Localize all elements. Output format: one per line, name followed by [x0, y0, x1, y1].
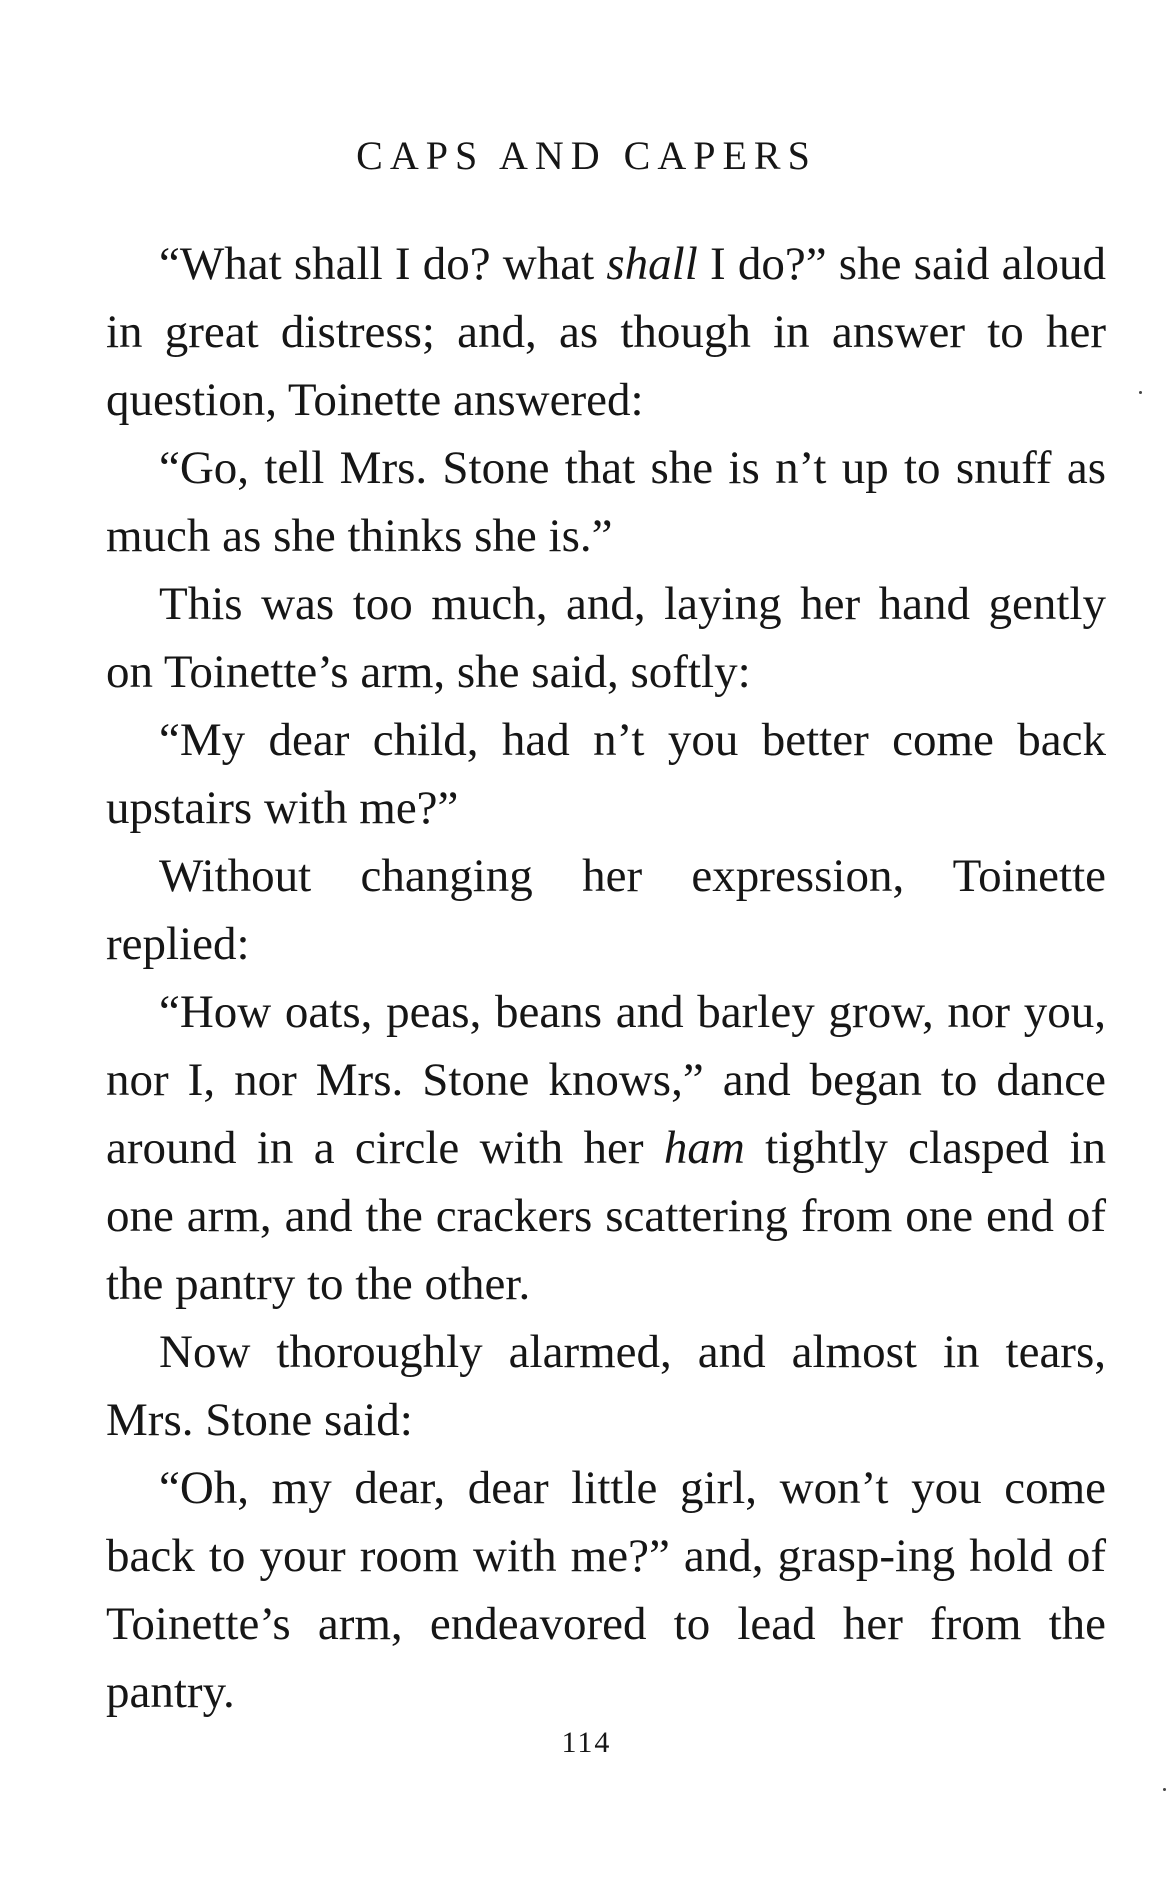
paragraph [106, 706, 1106, 842]
text-run: This was too much, and, laying her hand gently on Toinette’s arm, she said, softly: [106, 578, 1106, 698]
body-text [106, 230, 1106, 1726]
text-run: “My dear child, had n’t you better come back upstairs with me?” [106, 714, 1106, 834]
text-run: “How oats, peas, beans and barley grow, nor you, nor I, nor Mrs. Stone knows,” and began to dance around in a circle with her [106, 986, 1106, 1174]
text-run: I do?” she said aloud in great distress; and, as though in answer to her question, Toinette answered: [106, 238, 1107, 426]
paragraph [106, 1454, 1106, 1726]
text-run: “Oh, my dear, dear little girl, won’t you come back to your room with me?” and, grasp-ing hold of Toinette’s arm, endeavored to lead her from the pantry. [106, 1462, 1106, 1718]
text-run: Without changing her expression, Toinette replied: [106, 850, 1106, 970]
paragraph [106, 842, 1106, 978]
paragraph [106, 1318, 1106, 1454]
text-run: “Go, tell Mrs. Stone that she is n’t up to snuff as much as she thinks she is.” [106, 442, 1106, 562]
ink-speck [1139, 391, 1142, 394]
running-head: CAPS AND CAPERS [356, 133, 817, 178]
paragraph [106, 230, 1106, 434]
italic-text: shall [606, 238, 698, 290]
paragraph [106, 570, 1106, 706]
ink-speck [1163, 1788, 1166, 1791]
paragraph [106, 434, 1106, 570]
text-run: Now thoroughly alarmed, and almost in tears, Mrs. Stone said: [106, 1326, 1106, 1446]
text-run: tightly clasped in one arm, and the crackers scattering from one end of the pantry to the other. [106, 1122, 1106, 1310]
paragraph [106, 978, 1106, 1318]
italic-text: ham [663, 1122, 745, 1174]
text-run: “What shall I do? what [159, 238, 607, 290]
page-number: 114 [561, 1726, 612, 1759]
